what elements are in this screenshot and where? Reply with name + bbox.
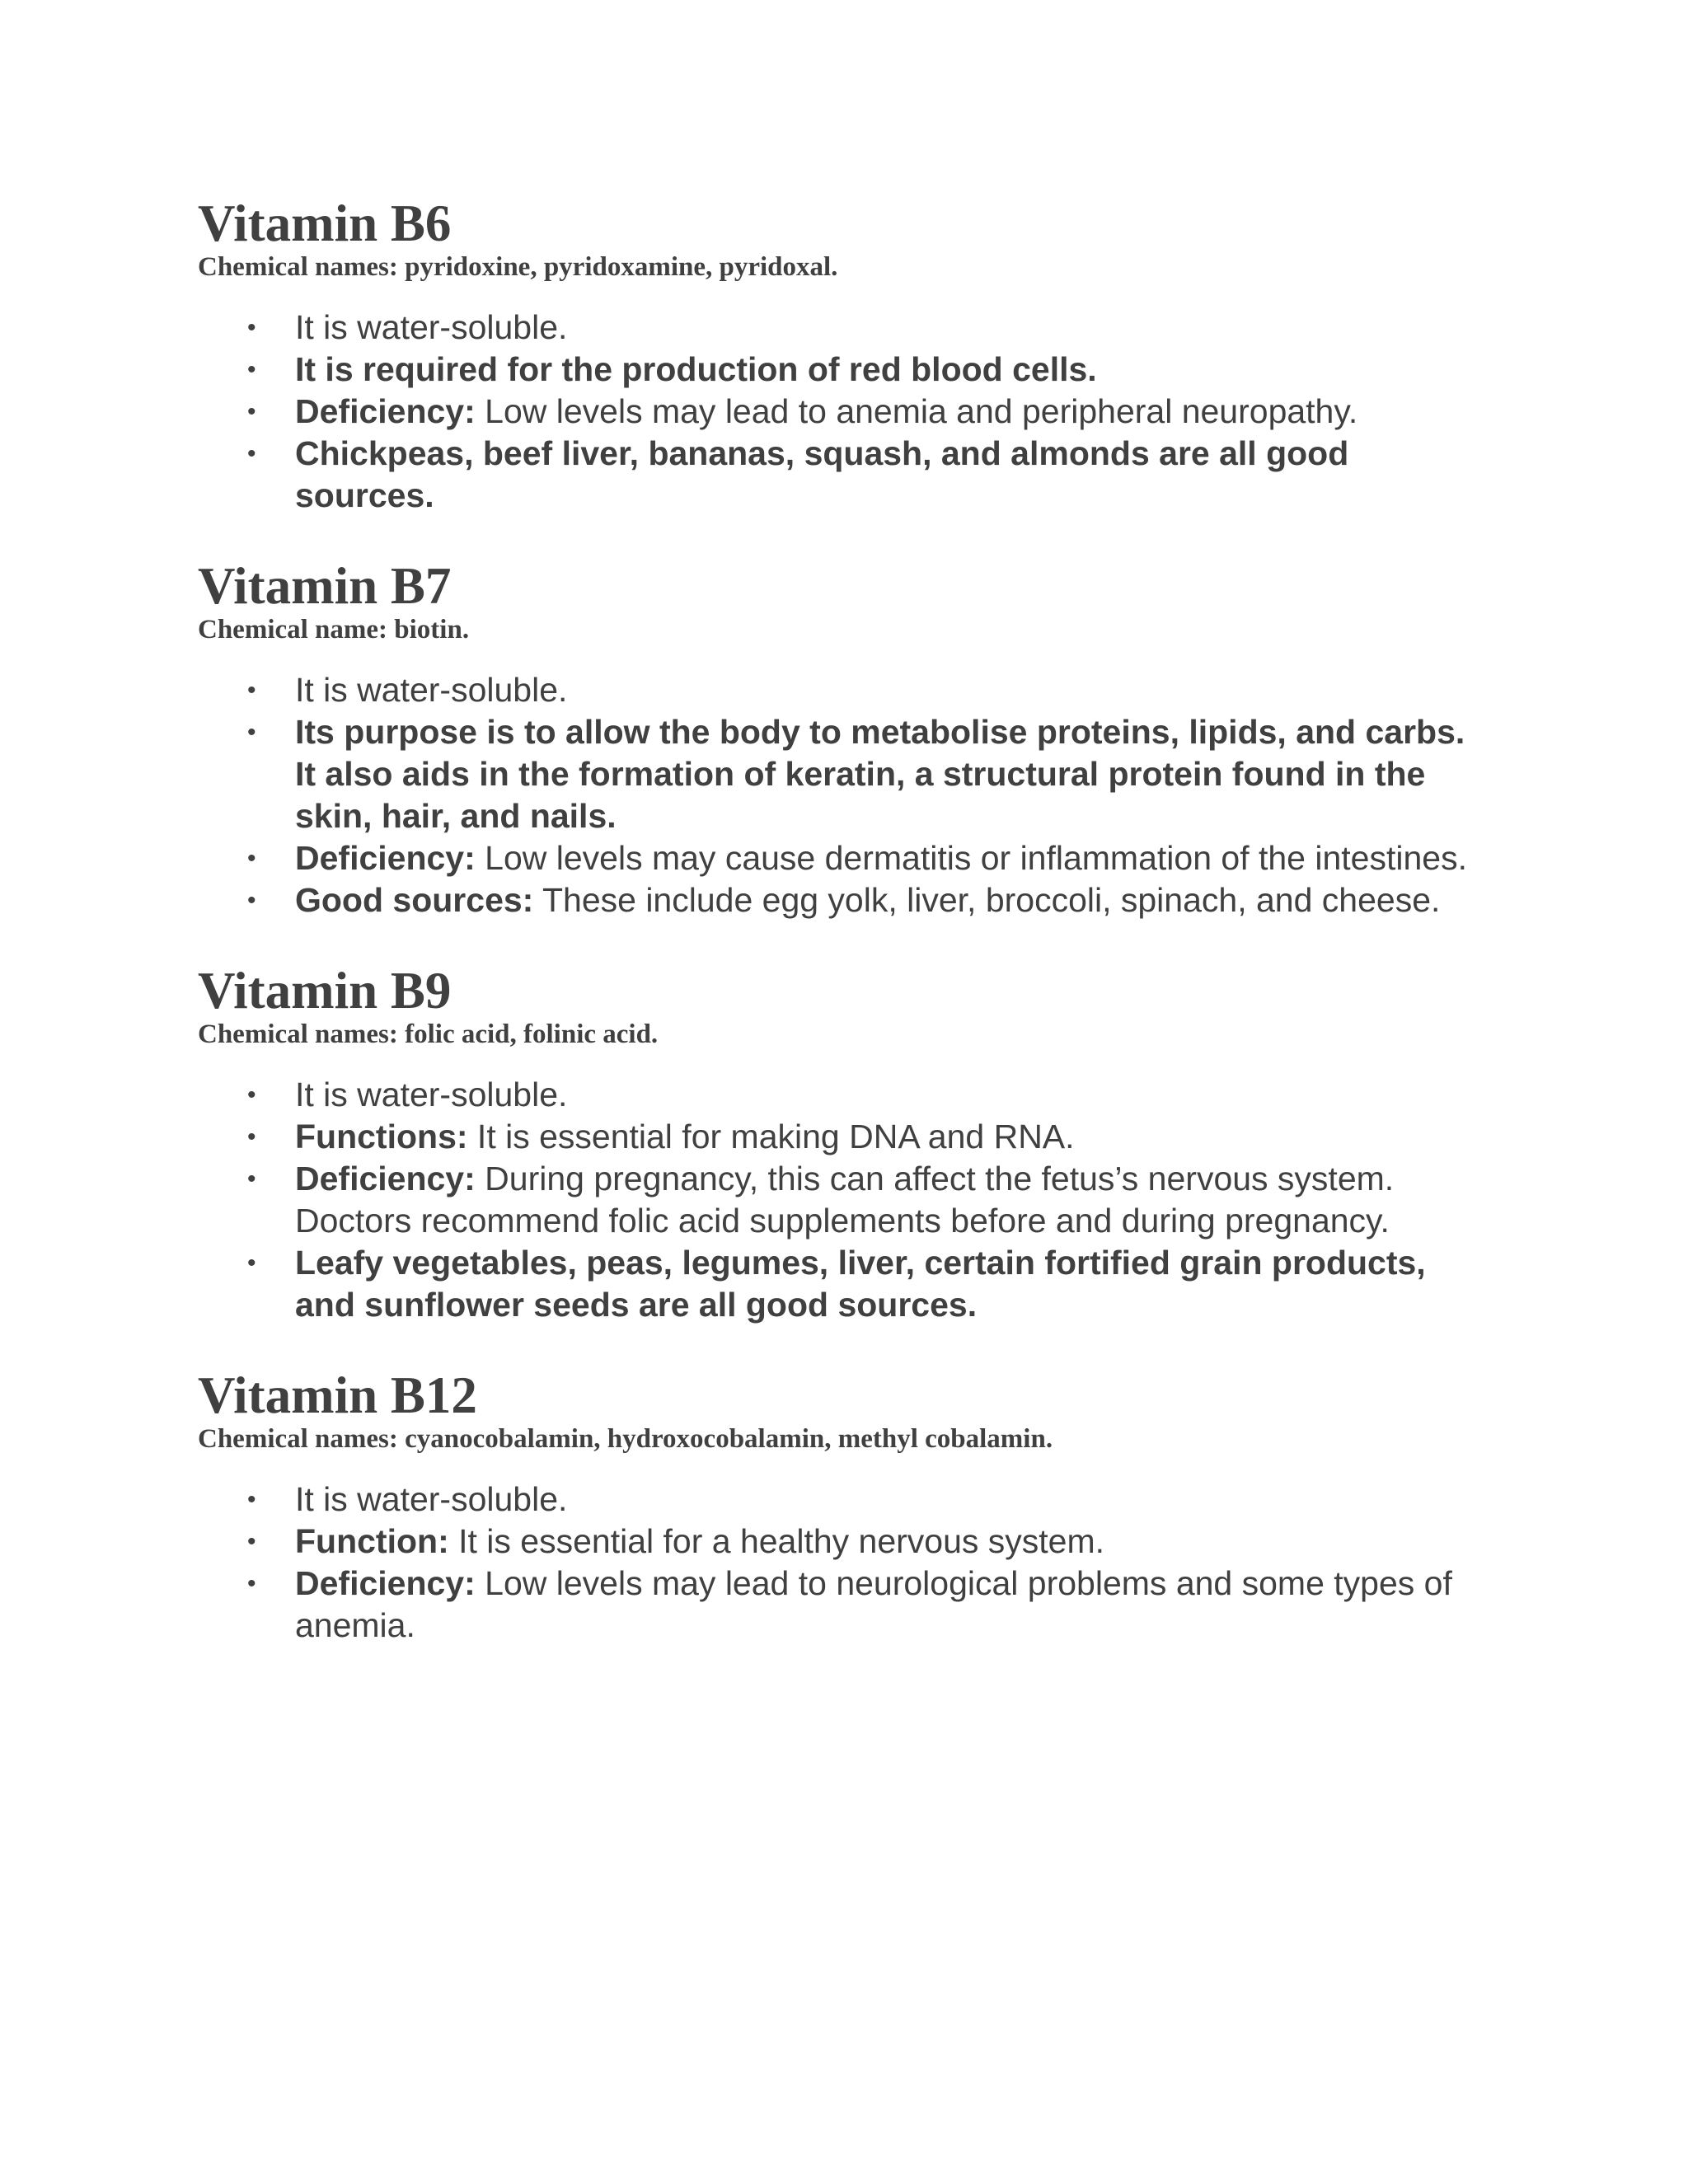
item-label: Deficiency: (295, 1564, 476, 1602)
chemical-names: Chemical name: biotin. (198, 615, 470, 644)
fact-list (198, 669, 1484, 921)
item-label: Deficiency: (295, 1160, 476, 1197)
bullet-icon: • (247, 314, 256, 341)
bullet-icon: • (247, 1486, 256, 1513)
item-text: Leafy vegetables, peas, legumes, liver, certain fortified grain products, and sunflower seeds are all good sources. (295, 1244, 1426, 1324)
bullet-icon: • (247, 1570, 256, 1597)
bullet-icon: • (247, 1165, 256, 1193)
item-text: Low levels may cause dermatitis or inflammation of the intestines. (475, 839, 1467, 877)
document-page (198, 196, 1484, 1689)
item-text: Its purpose is to allow the body to metabolise proteins, lipids, and carbs. It also aids in the formation of keratin, a structural protein found in the skin, hair, and nails. (295, 713, 1465, 835)
fact-list (198, 307, 1484, 517)
item-label: Function: (295, 1522, 449, 1560)
section-vitamin-b9 (198, 963, 1484, 1326)
item-text: It is water-soluble. (295, 671, 568, 709)
item-label: Deficiency: (295, 839, 476, 877)
bullet-icon: • (247, 845, 256, 872)
list-item (198, 433, 1484, 517)
list-item (198, 1242, 1484, 1326)
bullet-icon: • (247, 719, 256, 746)
item-text: It is water-soluble. (295, 1480, 568, 1518)
list-item (198, 391, 1484, 433)
list-item (198, 1116, 1484, 1158)
list-item (198, 1521, 1484, 1563)
item-label: Deficiency: (295, 392, 476, 430)
bullet-icon: • (247, 1249, 256, 1277)
bullet-icon: • (247, 677, 256, 704)
section-title: Vitamin B12 (198, 1366, 477, 1424)
list-item (198, 1479, 1484, 1521)
section-vitamin-b7 (198, 559, 1484, 921)
list-item (198, 349, 1484, 391)
item-text: Low levels may lead to anemia and peripheral neuropathy. (475, 392, 1358, 430)
item-text: It is essential for a healthy nervous system. (448, 1522, 1105, 1560)
list-item (198, 1158, 1484, 1242)
bullet-icon: • (247, 1528, 256, 1555)
chemical-names: Chemical names: pyridoxine, pyridoxamine, pyridoxal. (198, 252, 838, 282)
fact-list (198, 1479, 1484, 1647)
bullet-icon: • (247, 440, 256, 467)
bullet-icon: • (247, 356, 256, 383)
item-text: It is required for the production of red blood cells. (295, 350, 1097, 388)
bullet-icon: • (247, 887, 256, 914)
item-label: Functions: (295, 1118, 468, 1155)
list-item (198, 879, 1484, 921)
bullet-icon: • (247, 398, 256, 425)
list-item (198, 1074, 1484, 1116)
list-item (198, 307, 1484, 349)
item-text: Low levels may lead to neurological problems and some types of anemia. (295, 1564, 1452, 1644)
item-text: Chickpeas, beef liver, bananas, squash, and almonds are all good sources. (295, 434, 1349, 514)
list-item (198, 1563, 1484, 1647)
bullet-icon: • (247, 1123, 256, 1151)
section-vitamin-b12 (198, 1368, 1484, 1647)
list-item (198, 837, 1484, 879)
section-vitamin-b6 (198, 196, 1484, 517)
chemical-names: Chemical names: folic acid, folinic acid. (198, 1019, 659, 1049)
item-text: It is water-soluble. (295, 1076, 568, 1113)
item-text: It is water-soluble. (295, 308, 568, 346)
chemical-names: Chemical names: cyanocobalamin, hydroxocobalamin, methyl cobalamin. (198, 1424, 1053, 1454)
item-text: During pregnancy, this can affect the fetus’s nervous system. Doctors recommend folic acid supplements before and during pregnancy. (295, 1160, 1395, 1240)
list-item (198, 711, 1484, 837)
list-item (198, 669, 1484, 711)
item-text: These include egg yolk, liver, broccoli, spinach, and cheese. (533, 881, 1441, 919)
section-title: Vitamin B9 (198, 962, 452, 1019)
item-label: Good sources: (295, 881, 534, 919)
section-title: Vitamin B7 (198, 557, 452, 615)
bullet-icon: • (247, 1081, 256, 1108)
fact-list (198, 1074, 1484, 1326)
item-text: It is essential for making DNA and RNA. (467, 1118, 1075, 1155)
section-title: Vitamin B6 (198, 194, 452, 252)
